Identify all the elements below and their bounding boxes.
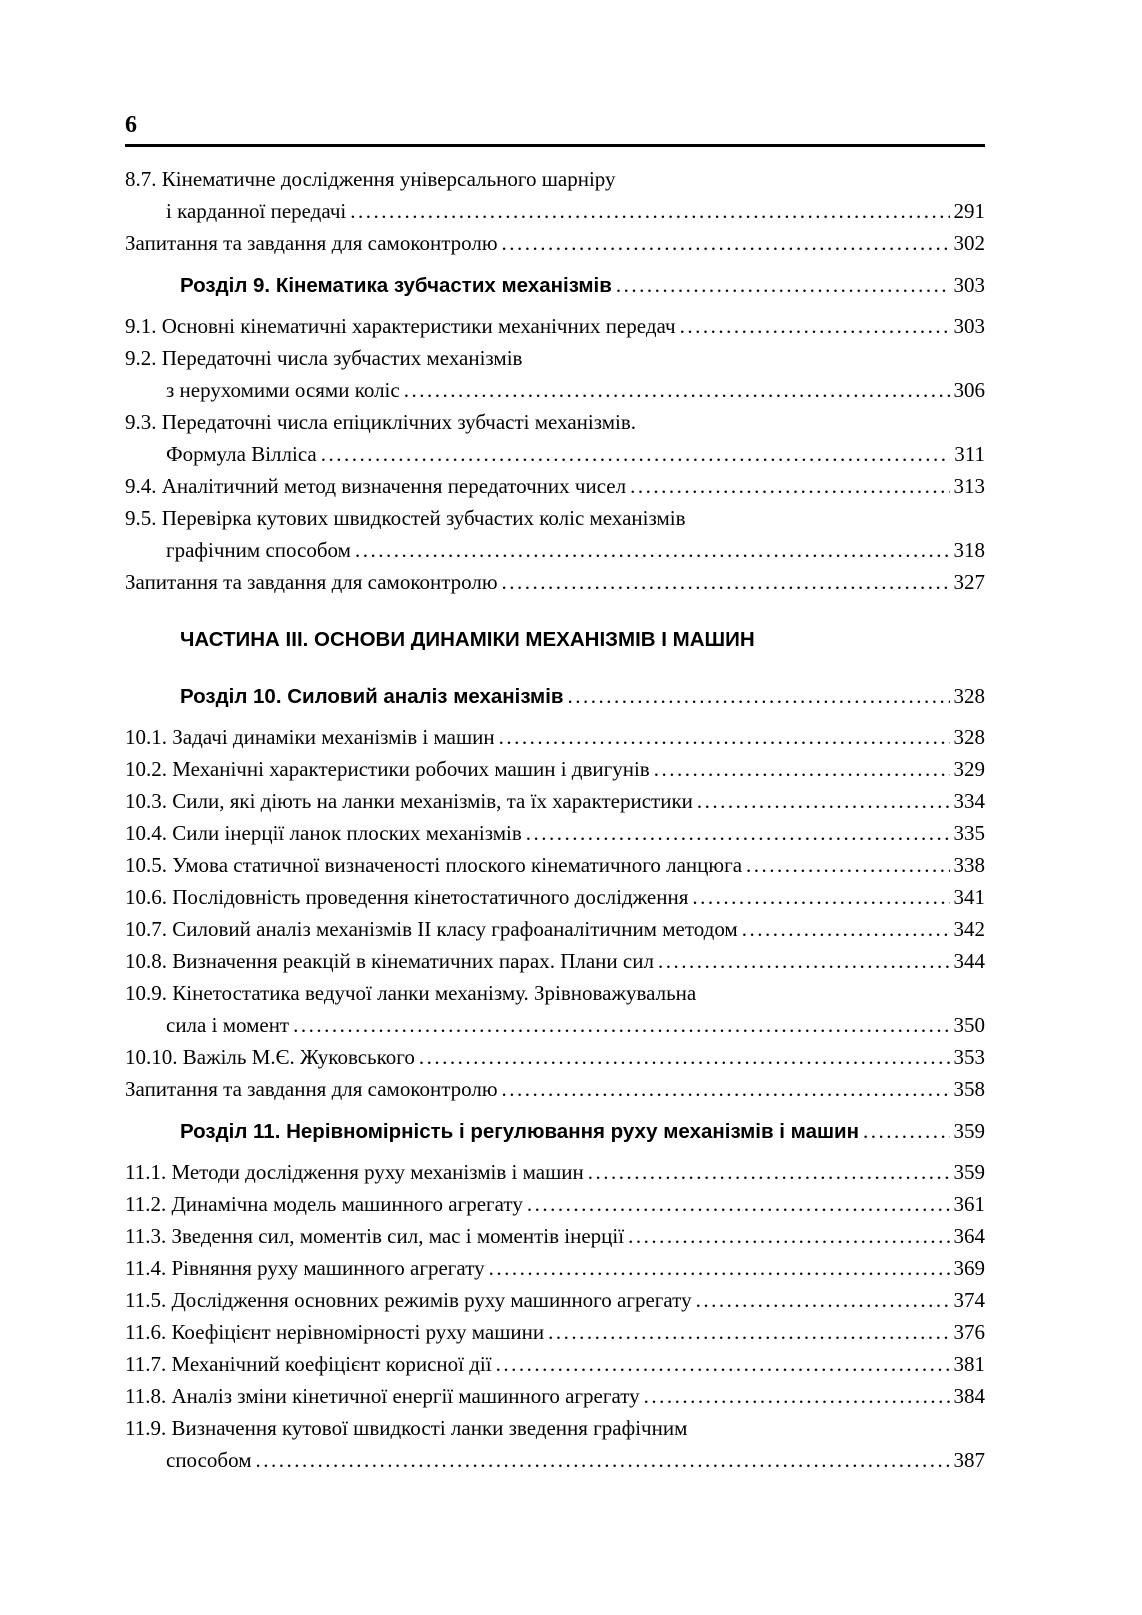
toc-entry xyxy=(125,881,985,913)
toc-entry-text: Формула Вілліса xyxy=(166,442,317,466)
dot-leader xyxy=(588,1156,950,1188)
toc-entry xyxy=(125,502,985,566)
toc-entry-line xyxy=(125,945,985,977)
toc-entry xyxy=(125,1316,985,1348)
toc-entry-text: 10.1. Задачі динаміки механізмів і машин xyxy=(125,725,495,749)
toc-entry-text: Запитання та завдання для самоконтролю xyxy=(125,231,498,255)
toc-entry-line xyxy=(125,1073,985,1105)
toc-entry-text: 11.7. Механічний коефіцієнт корисної дії xyxy=(125,1352,492,1376)
toc-entry-text: і карданної передачі xyxy=(166,199,347,223)
toc-entry-text: 10.5. Умова статичної визначеності плоского кінематичного ланцюга xyxy=(125,853,743,877)
toc-entry-line-continuation xyxy=(166,534,985,566)
dot-leader xyxy=(404,374,950,406)
toc-entry-line xyxy=(180,269,985,302)
header-rule xyxy=(125,144,985,147)
toc-entry-line xyxy=(180,1115,985,1148)
dot-leader xyxy=(496,1348,950,1380)
toc-entry-text: 9.4. Аналітичний метод визначення передаточних чисел xyxy=(125,474,627,498)
toc-entry xyxy=(125,721,985,753)
toc-entry xyxy=(125,1252,985,1284)
toc-entry xyxy=(125,342,985,406)
toc-entry-line xyxy=(125,1252,985,1284)
dot-leader xyxy=(489,1252,950,1284)
toc-entry-page: 381 xyxy=(953,1352,985,1376)
toc-entry-page: 344 xyxy=(953,949,985,973)
toc-entry xyxy=(125,470,985,502)
dot-leader xyxy=(321,438,951,470)
toc-entry-page: 329 xyxy=(953,757,985,781)
toc-entry-page: 353 xyxy=(953,1045,985,1069)
toc-entry-page: 328 xyxy=(953,725,985,749)
toc-entry-line xyxy=(125,502,985,534)
toc-entry-line xyxy=(180,624,985,656)
dot-leader xyxy=(658,945,950,977)
toc-entry-page: 359 xyxy=(953,1119,985,1143)
dot-leader xyxy=(502,566,950,598)
dot-leader xyxy=(355,534,950,566)
toc-entry-page: 302 xyxy=(953,231,985,255)
toc-entry-text: 10.9. Кінетостатика ведучої ланки механізму. Зрівноважувальна xyxy=(125,981,697,1005)
toc-entry-line xyxy=(125,1348,985,1380)
toc-entry-line xyxy=(125,1156,985,1188)
dot-leader xyxy=(255,1444,949,1476)
toc-entry xyxy=(125,817,985,849)
toc-entry-page: 335 xyxy=(953,821,985,845)
toc-entry-text: 9.5. Перевірка кутових швидкостей зубчастих коліс механізмів xyxy=(125,506,686,530)
dot-leader xyxy=(628,1220,949,1252)
dot-leader xyxy=(502,1073,950,1105)
toc-entry-text: 10.4. Сили інерції ланок плоских механізмів xyxy=(125,821,522,845)
toc-entry-text: з нерухомими осями коліс xyxy=(166,378,400,402)
toc-entry-page: 374 xyxy=(953,1288,985,1312)
toc-entry-page: 338 xyxy=(953,853,985,877)
toc-entry-page: 303 xyxy=(953,273,985,297)
toc-entry xyxy=(125,1412,985,1476)
toc-entry-line xyxy=(125,849,985,881)
toc-entry-line-continuation xyxy=(166,374,985,406)
dot-leader xyxy=(293,1009,949,1041)
toc-entry-text: Розділ 9. Кінематика зубчастих механізмів xyxy=(180,274,612,297)
table-of-contents xyxy=(125,163,985,1476)
toc-entry-page: 327 xyxy=(953,570,985,594)
toc-entry-page: 303 xyxy=(953,314,985,338)
toc-entry-line xyxy=(180,680,985,713)
toc-entry-line xyxy=(125,913,985,945)
toc-entry-page: 341 xyxy=(953,885,985,909)
dot-leader xyxy=(630,470,949,502)
toc-entry-line xyxy=(125,1380,985,1412)
dot-leader xyxy=(502,227,950,259)
toc-entry-page: 291 xyxy=(953,199,985,223)
toc-entry xyxy=(125,945,985,977)
toc-entry xyxy=(125,1156,985,1188)
toc-entry-text: 8.7. Кінематичне дослідження універсального шарніру xyxy=(125,167,616,191)
dot-leader xyxy=(680,310,950,342)
toc-entry-line xyxy=(125,163,985,195)
toc-entry-line-continuation xyxy=(166,438,985,470)
toc-entry-line xyxy=(125,342,985,374)
toc-part-heading xyxy=(180,624,985,656)
dot-leader xyxy=(499,721,950,753)
toc-entry-page: 358 xyxy=(953,1077,985,1101)
toc-entry-text: 11.2. Динамічна модель машинного агрегату xyxy=(125,1192,523,1216)
toc-entry-text: 11.3. Зведення сил, моментів сил, мас і моментів інерції xyxy=(125,1224,625,1248)
toc-entry-line xyxy=(125,470,985,502)
toc-entry-text: сила і момент xyxy=(166,1013,290,1037)
dot-leader xyxy=(548,1316,949,1348)
dot-leader xyxy=(696,1284,950,1316)
dot-leader xyxy=(697,785,950,817)
toc-entry-text: 11.5. Дослідження основних режимів руху машинного агрегату xyxy=(125,1288,692,1312)
toc-entry-text: 10.10. Важіль М.Є. Жуковського xyxy=(125,1045,415,1069)
toc-entry-page: 328 xyxy=(953,684,985,708)
toc-entry xyxy=(125,785,985,817)
toc-entry-line xyxy=(125,1041,985,1073)
toc-entry-text: 9.3. Передаточні числа епіциклічних зубчасті механізмів. xyxy=(125,410,636,434)
dot-leader xyxy=(654,753,950,785)
toc-entry-line xyxy=(125,227,985,259)
toc-entry-text: 9.2. Передаточні числа зубчастих механізмів xyxy=(125,346,523,370)
toc-entry xyxy=(125,977,985,1041)
toc-entry-text: 9.1. Основні кінематичні характеристики механічних передач xyxy=(125,314,676,338)
dot-leader xyxy=(568,680,950,712)
dot-leader xyxy=(350,195,949,227)
toc-entry-line xyxy=(125,1316,985,1348)
toc-entry-text: 11.4. Рівняння руху машинного агрегату xyxy=(125,1256,485,1280)
toc-entry-page: 384 xyxy=(953,1384,985,1408)
toc-entry-text: 11.1. Методи дослідження руху механізмів і машин xyxy=(125,1160,584,1184)
dot-leader xyxy=(692,881,949,913)
dot-leader xyxy=(746,849,949,881)
folio-page-number: 6 xyxy=(125,112,137,138)
toc-entry-line xyxy=(125,1188,985,1220)
toc-entry-line xyxy=(125,881,985,913)
dot-leader xyxy=(527,1188,950,1220)
toc-entry-page: 376 xyxy=(953,1320,985,1344)
dot-leader xyxy=(419,1041,950,1073)
toc-entry xyxy=(125,1380,985,1412)
toc-entry xyxy=(125,163,985,227)
toc-entry xyxy=(125,566,985,598)
toc-entry-line xyxy=(125,406,985,438)
toc-entry-line xyxy=(125,1412,985,1444)
toc-entry xyxy=(125,1284,985,1316)
toc-entry xyxy=(125,1041,985,1073)
toc-entry-page: 361 xyxy=(953,1192,985,1216)
toc-entry xyxy=(125,753,985,785)
toc-entry-text: 10.7. Силовий аналіз механізмів II класу графоаналітичним методом xyxy=(125,917,738,941)
toc-entry-page: 359 xyxy=(953,1160,985,1184)
toc-entry-page: 342 xyxy=(953,917,985,941)
toc-entry-text: способом xyxy=(166,1448,252,1472)
toc-entry-text: 10.6. Послідовність проведення кінетостатичного дослідження xyxy=(125,885,689,909)
toc-entry xyxy=(125,1220,985,1252)
toc-entry-line-continuation xyxy=(166,1444,985,1476)
toc-entry-page: 311 xyxy=(954,442,985,466)
toc-entry-page: 334 xyxy=(953,789,985,813)
toc-chapter-entry xyxy=(180,1115,985,1148)
toc-entry-text: графічним способом xyxy=(166,538,351,562)
toc-entry xyxy=(125,913,985,945)
toc-entry-page: 364 xyxy=(953,1224,985,1248)
toc-entry-page: 387 xyxy=(953,1448,985,1472)
toc-entry xyxy=(125,310,985,342)
toc-entry-text: ЧАСТИНА ІІІ. ОСНОВИ ДИНАМІКИ МЕХАНІЗМІВ І МАШИН xyxy=(180,628,755,651)
toc-entry-text: Запитання та завдання для самоконтролю xyxy=(125,570,498,594)
toc-entry xyxy=(125,227,985,259)
toc-entry-page: 318 xyxy=(953,538,985,562)
toc-entry-text: 11.8. Аналіз зміни кінетичної енергії машинного агрегату xyxy=(125,1384,640,1408)
toc-entry-text: 10.8. Визначення реакцій в кінематичних парах. Плани сил xyxy=(125,949,654,973)
toc-chapter-entry xyxy=(180,680,985,713)
dot-leader xyxy=(616,269,950,301)
toc-entry-text: 10.3. Сили, які діють на ланки механізмів, та їх характеристики xyxy=(125,789,693,813)
toc-entry-line xyxy=(125,1220,985,1252)
toc-entry-page: 313 xyxy=(953,474,985,498)
toc-entry-line xyxy=(125,310,985,342)
toc-entry-line xyxy=(125,817,985,849)
dot-leader xyxy=(644,1380,950,1412)
toc-entry xyxy=(125,1073,985,1105)
toc-entry xyxy=(125,1188,985,1220)
toc-entry-line xyxy=(125,753,985,785)
toc-entry-text: Розділ 11. Нерівномірність і регулювання руху механізмів і машин xyxy=(180,1120,860,1143)
toc-entry-page: 350 xyxy=(953,1013,985,1037)
dot-leader xyxy=(742,913,950,945)
dot-leader xyxy=(526,817,950,849)
toc-entry-line xyxy=(125,721,985,753)
toc-entry-text: 11.6. Коефіцієнт нерівномірності руху машини xyxy=(125,1320,545,1344)
dot-leader xyxy=(863,1115,949,1147)
toc-chapter-entry xyxy=(180,269,985,302)
toc-entry-line-continuation xyxy=(166,1009,985,1041)
toc-entry xyxy=(125,849,985,881)
toc-entry-text: 11.9. Визначення кутової швидкості ланки зведення графічним xyxy=(125,1416,688,1440)
toc-entry-page: 306 xyxy=(953,378,985,402)
toc-entry-line xyxy=(125,785,985,817)
toc-entry xyxy=(125,1348,985,1380)
toc-entry-page: 369 xyxy=(953,1256,985,1280)
toc-entry-text: Запитання та завдання для самоконтролю xyxy=(125,1077,498,1101)
toc-entry-line xyxy=(125,566,985,598)
toc-entry xyxy=(125,406,985,470)
toc-entry-line-continuation xyxy=(166,195,985,227)
toc-entry-line xyxy=(125,1284,985,1316)
toc-entry-text: Розділ 10. Силовий аналіз механізмів xyxy=(180,685,564,708)
toc-entry-line xyxy=(125,977,985,1009)
toc-entry-text: 10.2. Механічні характеристики робочих машин і двигунів xyxy=(125,757,650,781)
